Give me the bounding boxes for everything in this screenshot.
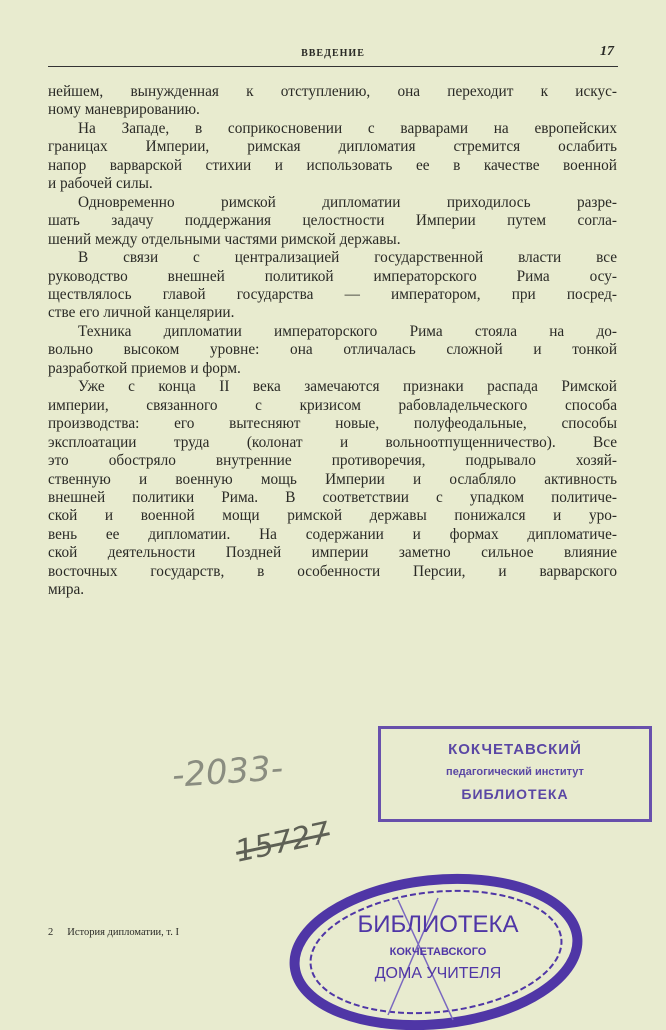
page-number: 17 [600,44,614,59]
signature-title: История дипломатии, т. I [67,927,179,938]
text-line: Уже с конца II века замечаются признаки распада Римской [78,378,617,396]
handwritten-inventory-number: 15727 [232,815,334,870]
text-line: ществлялось главой государства — императором, при посред- [48,285,617,303]
text-line: вольно высоком уровне: она отличалась сложной и тонкой [48,341,617,359]
paragraph [48,120,617,194]
stamp-line: педагогический институт [446,766,584,778]
text-line: стве его личной канцелярии. [48,304,235,322]
text-line: Одновременно римской дипломатии приходилось разре- [78,193,617,211]
text-line: нейшем, вынужденная к отступлению, она переходит к искус- [48,83,617,100]
text-line: В связи с централизацией государственной власти все [78,249,617,267]
text-line: ственную и военную мощь Империи и ослабляло активность [48,470,617,488]
paragraph [48,194,617,249]
text-line: это обостряло внутренние противоречия, подрывало хозяй- [48,452,617,470]
paragraph [48,378,617,599]
stamp-line: КОКЧЕТАВСКИЙ [448,741,582,758]
stamp-line: БИБЛИОТЕКА [357,911,519,938]
text-line: и рабочей силы. [48,175,153,193]
handwritten-number: -2033- [170,748,285,796]
text-line: вень ее дипломатии. На содержании и формах дипломатиче- [48,525,617,543]
library-stamp-rectangular [378,726,652,822]
stamp-line: ДОМА УЧИТЕЛЯ [374,965,502,982]
text-line: шений между отдельными частями римской державы. [48,230,401,248]
text-line: эксплоатации труда (колонат и вольноотпущенничество). Все [48,433,617,451]
text-line: границах Империи, римская дипломатия стремится ослабить [48,138,617,156]
stamp-line: БИБЛИОТЕКА [461,786,569,802]
text-line: мира. [48,581,85,599]
text-line: ному маневрированию. [48,101,200,119]
signature-number: 2 [48,927,54,938]
text-line: внешней политики Рима. В соответствии с упадком политиче- [48,488,617,506]
text-line: разработкой приемов и форм. [48,359,241,377]
text-line: напор варварской стихии и использовать ее в качестве военной [48,156,617,174]
text-line: ской и военной мощи римской державы понижался и уро- [48,507,617,525]
text-line: производства: его вытесняют новые, полуфеодальные, способы [48,415,617,433]
library-stamp-oval [288,870,584,1030]
stamp-line: КОКЧЕТАВСКОГО [389,946,487,958]
text-line: империи, связанного с кризисом рабовладельческого способа [48,396,617,414]
paragraph [48,323,617,378]
footer-signature [48,927,179,938]
text-line: руководство внешней политикой императорского Рима осу- [48,267,617,285]
text-line: Техника дипломатии императорского Рима стояла на до- [78,322,617,340]
chapter-title: ВВЕДЕНИЕ [301,48,365,59]
paragraph [48,83,617,120]
paragraph [48,249,617,323]
text-line: восточных государств, в особенности Персии, и варварского [48,562,617,580]
text-line: ской деятельности Поздней империи заметно сильное влияние [48,544,617,562]
text-line: шать задачу поддержания целостности Империи путем согла- [48,212,617,230]
running-header [48,44,618,67]
text-line: На Западе, в соприкосновении с варварами на европейских [78,119,617,137]
body-text [48,83,617,600]
